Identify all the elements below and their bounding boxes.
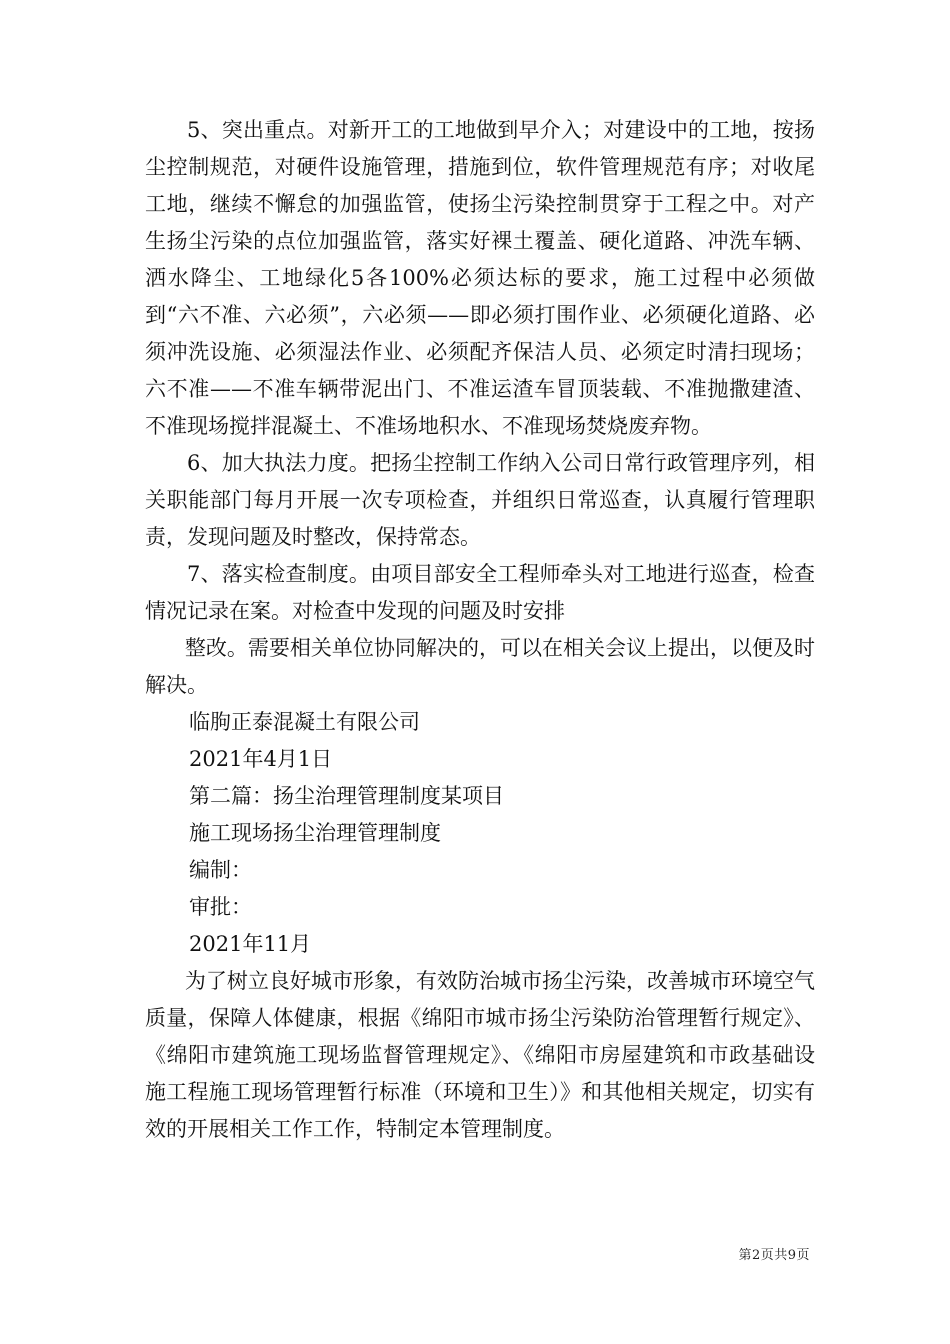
paragraph-5: 5、突出重点。对新开工的工地做到早介入；对建设中的工地，按扬尘控制规范，对硬件设施管理，措施到位，软件管理规范有序；对收尾工地，继续不懈怠的加强监管，使扬尘污染控制贯穿于工程之中。对产生扬尘污染的点位加强监管，落实好裸土覆盖、硬化道路、冲洗车辆、洒水降尘、工地绿化5各100%必须达标的要求，施工过程中必须做到“六不准、六必须”，六必须——即必须打围作业、必须硬化道路、必须冲洗设施、必须湿法作业、必须配齐保洁人员、必须定时清扫现场；六不准——不准车辆带泥出门、不准运渣车冒顶装载、不准抛撒建渣、不准现场搅拌混凝土、不准场地积水、不准现场焚烧废弃物。 <box>145 118 815 438</box>
date-line: 2021年4月1日 <box>189 747 333 771</box>
compiled-by-label: 编制： <box>189 858 252 882</box>
document-date: 2021年11月 <box>189 932 312 956</box>
company-name: 临朐正泰混凝土有限公司 <box>189 710 420 734</box>
page-number: 第2页共9页 <box>738 1248 810 1263</box>
section-heading: 第二篇：扬尘治理管理制度某项目 <box>189 784 504 808</box>
intro-paragraph: 为了树立良好城市形象，有效防治城市扬尘污染，改善城市环境空气质量，保障人体健康，根据《绵阳市城市扬尘污染防治管理暂行规定》、《绵阳市建筑施工现场监督管理规定》、《绵阳市房屋建筑和市政基础设施工程施工现场管理暂行标准（环境和卫生）》和其他相关规定，切实有效的开展相关工作工作，特制定本管理制度。 <box>145 969 815 1141</box>
paragraph-7: 7、落实检查制度。由项目部安全工程师牵头对工地进行巡查，检查情况记录在案。对检查中发现的问题及时安排 <box>145 562 815 623</box>
paragraph-6: 6、加大执法力度。把扬尘控制工作纳入公司日常行政管理序列，相关职能部门每月开展一次专项检查，并组织日常巡查，认真履行管理职责，发现问题及时整改，保持常态。 <box>145 451 815 549</box>
document-body <box>145 112 815 1148</box>
approved-by-label: 审批： <box>189 895 252 919</box>
paragraph-7-continued: 整改。需要相关单位协同解决的，可以在相关会议上提出，以便及时解决。 <box>145 636 815 697</box>
section-subtitle: 施工现场扬尘治理管理制度 <box>189 821 441 845</box>
